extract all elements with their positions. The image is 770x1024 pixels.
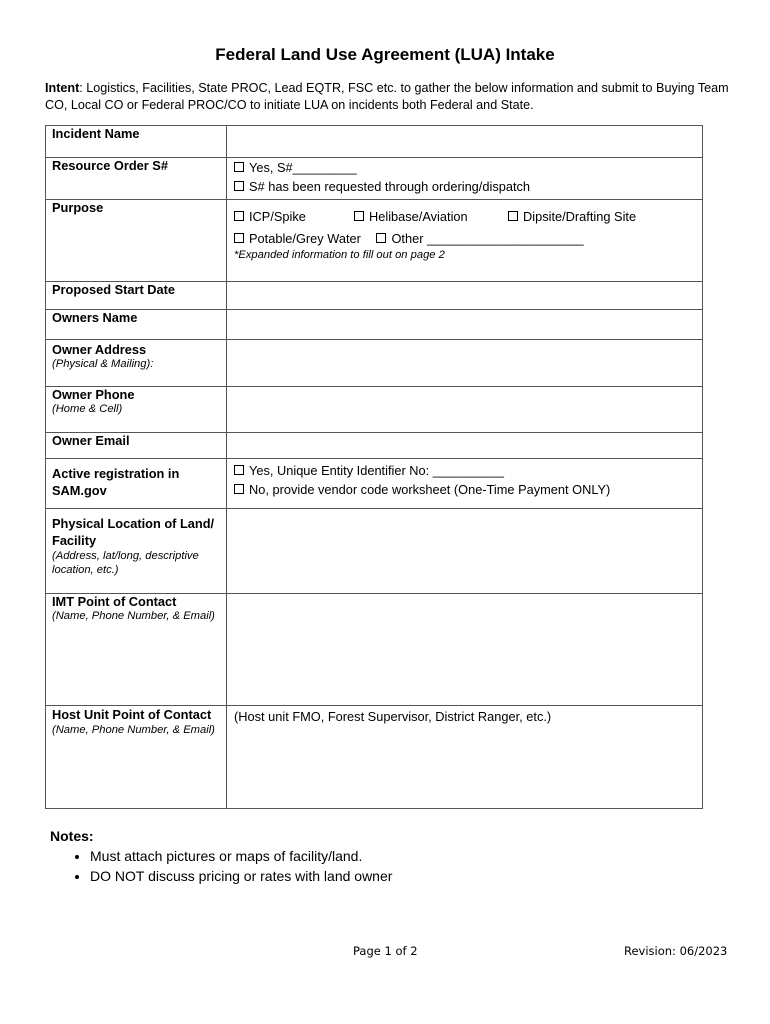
checkbox-icon[interactable] [234, 484, 244, 494]
owner-address-field[interactable] [227, 340, 703, 387]
row-owner-phone [46, 387, 703, 433]
intake-form-table [45, 125, 703, 809]
row-host [46, 706, 703, 809]
host-field[interactable] [227, 706, 703, 809]
purpose-option-helibase[interactable]: Helibase/Aviation [354, 207, 468, 226]
location-sublabel: (Address, lat/long, descriptive location, etc.) [52, 550, 199, 576]
host-label: Host Unit Point of Contact [52, 707, 212, 722]
list-item: • DO NOT discuss pricing or rates with land owner [90, 866, 392, 886]
owner-address-label: Owner Address [52, 342, 147, 357]
purpose-option-icp[interactable]: ICP/Spike [234, 207, 306, 226]
row-start-date [46, 282, 703, 310]
checkbox-icon[interactable] [234, 465, 244, 475]
owner-phone-label: Owner Phone [52, 387, 135, 402]
purpose-option-other[interactable]: Other ______________________ [376, 231, 583, 246]
sam-option-no[interactable]: No, provide vendor code worksheet (One-Time Payment ONLY) [234, 480, 695, 499]
imt-field[interactable] [227, 594, 703, 706]
host-hint: (Host unit FMO, Forest Supervisor, District Ranger, etc.) [234, 709, 552, 724]
notes-heading: Notes: [50, 828, 94, 844]
row-incident-name [46, 126, 703, 158]
purpose-option-potable[interactable]: Potable/Grey Water [234, 231, 361, 246]
owners-name-label: Owners Name [52, 310, 138, 325]
owner-phone-sublabel: (Home & Cell) [52, 403, 123, 415]
intent-paragraph [45, 80, 735, 114]
start-date-field[interactable] [227, 282, 703, 310]
row-purpose [46, 200, 703, 282]
intent-text: : Logistics, Facilities, State PROC, Lead EQTR, FSC etc. to gather the below information and submit to Buying Team CO, Local CO or Federal PROC/CO to initiate LUA on incidents both Federal and State. [45, 81, 729, 112]
row-sam [46, 459, 703, 509]
owner-phone-field[interactable] [227, 387, 703, 433]
purpose-label: Purpose [52, 200, 104, 215]
list-item: • Must attach pictures or maps of facility/land. [90, 846, 392, 866]
incident-name-field[interactable] [227, 126, 703, 158]
owner-email-label: Owner Email [52, 433, 130, 448]
row-imt [46, 594, 703, 706]
checkbox-icon[interactable] [508, 211, 518, 221]
row-resource-order [46, 158, 703, 200]
intent-label: Intent [45, 81, 80, 95]
notes-section [50, 828, 392, 886]
owner-address-sublabel: (Physical & Mailing): [52, 358, 154, 370]
checkbox-icon[interactable] [234, 181, 244, 191]
resource-order-option-requested[interactable]: S# has been requested through ordering/dispatch [234, 177, 695, 196]
checkbox-icon[interactable] [234, 233, 244, 243]
row-owner-email [46, 433, 703, 459]
resource-order-option-yes[interactable]: Yes, S#_________ [234, 158, 695, 177]
resource-order-label: Resource Order S# [52, 158, 168, 173]
location-field[interactable] [227, 509, 703, 594]
owner-email-field[interactable] [227, 433, 703, 459]
location-label: Physical Location of Land/ Facility [52, 516, 215, 548]
checkbox-icon[interactable] [376, 233, 386, 243]
row-owners-name [46, 310, 703, 340]
start-date-label: Proposed Start Date [52, 282, 176, 297]
incident-name-label: Incident Name [52, 126, 140, 141]
page-title: Federal Land Use Agreement (LUA) Intake [215, 45, 555, 64]
checkbox-icon[interactable] [234, 211, 244, 221]
host-sublabel: (Name, Phone Number, & Email) [52, 724, 215, 736]
imt-label: IMT Point of Contact [52, 594, 177, 609]
checkbox-icon[interactable] [234, 162, 244, 172]
page-number: Page 1 of 2 [353, 944, 418, 958]
imt-sublabel: (Name, Phone Number, & Email) [52, 610, 215, 622]
purpose-option-dipsite[interactable]: Dipsite/Drafting Site [508, 207, 636, 226]
sam-label: Active registration in SAM.gov [52, 466, 180, 498]
revision-date: Revision: 06/2023 [624, 944, 728, 958]
row-location [46, 509, 703, 594]
purpose-note: *Expanded information to fill out on page 2 [234, 249, 445, 261]
owners-name-field[interactable] [227, 310, 703, 340]
sam-option-yes[interactable]: Yes, Unique Entity Identifier No: __________ [234, 461, 695, 480]
checkbox-icon[interactable] [354, 211, 364, 221]
row-owner-address [46, 340, 703, 387]
notes-list [50, 846, 392, 886]
